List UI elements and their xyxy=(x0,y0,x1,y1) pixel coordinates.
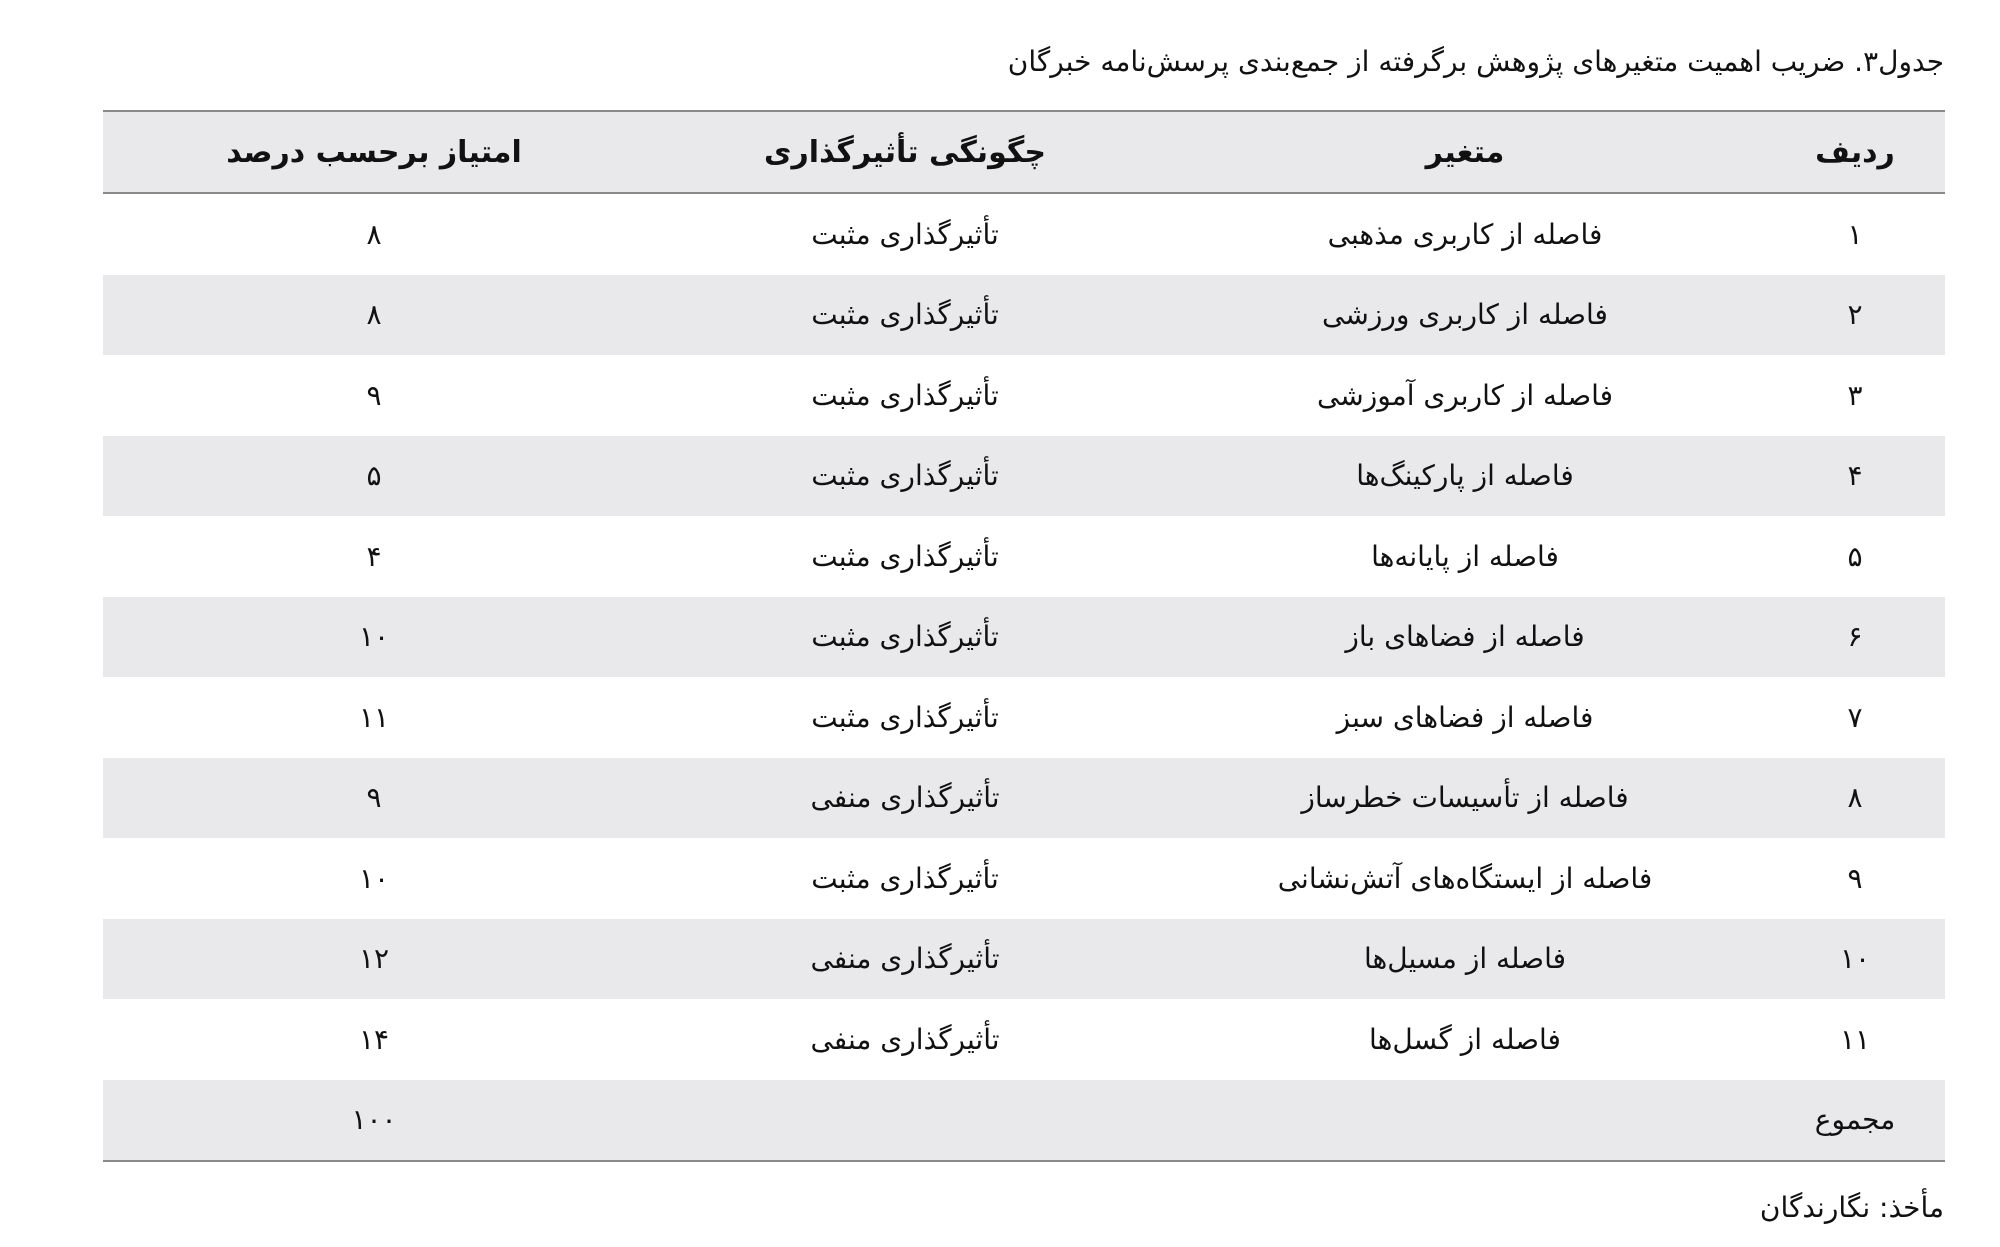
row-effect: تأثیرگذاری مثبت xyxy=(811,378,999,412)
source-note: مأخذ: نگارندگان xyxy=(1759,1191,1944,1224)
table-caption: جدول۳. ضریب اهمیت متغیرهای پژوهش برگرفته از جمع‌بندی پرسش‌نامه خبرگان xyxy=(1007,45,1944,78)
row-index: ۱ xyxy=(1847,217,1863,251)
row-variable: فاصله از فضاهای باز xyxy=(1345,620,1585,654)
table-row xyxy=(103,193,1945,275)
header-effect: چگونگی تأثیرگذاری xyxy=(764,134,1046,170)
total-label: مجموع xyxy=(1814,1103,1896,1137)
row-variable: فاصله از فضاهای سبز xyxy=(1336,700,1594,734)
row-score: ۵ xyxy=(366,459,382,493)
row-index: ۱۰ xyxy=(1839,942,1871,976)
row-index: ۸ xyxy=(1847,781,1863,815)
row-effect: تأثیرگذاری مثبت xyxy=(811,217,999,251)
row-index: ۹ xyxy=(1847,861,1863,895)
table-row xyxy=(103,758,1945,839)
row-variable: فاصله از مسیل‌ها xyxy=(1363,942,1566,976)
row-effect: تأثیرگذاری مثبت xyxy=(811,539,999,573)
row-index: ۷ xyxy=(1847,700,1863,734)
table-row xyxy=(103,436,1945,517)
total-empty-variable xyxy=(1165,1080,1765,1162)
row-score: ۴ xyxy=(366,539,382,573)
table-row xyxy=(103,516,1945,597)
table-row xyxy=(103,838,1945,919)
row-score: ۱۴ xyxy=(358,1022,390,1056)
table-row xyxy=(103,275,1945,356)
header-score: امتیاز برحسب درصد xyxy=(226,134,522,170)
importance-table xyxy=(103,110,1945,1162)
row-effect: تأثیرگذاری مثبت xyxy=(811,459,999,493)
table-row xyxy=(103,999,1945,1080)
row-score: ۱۱ xyxy=(358,700,390,734)
row-score: ۹ xyxy=(366,378,382,412)
table-container xyxy=(103,110,1945,1162)
row-effect: تأثیرگذاری منفی xyxy=(810,942,1000,976)
table-row xyxy=(103,677,1945,758)
row-effect: تأثیرگذاری مثبت xyxy=(811,861,999,895)
row-variable: فاصله از کاربری مذهبی xyxy=(1327,217,1603,251)
row-score: ۸ xyxy=(366,217,382,251)
row-score: ۱۰ xyxy=(358,620,390,654)
table-header-row xyxy=(103,111,1945,193)
row-effect: تأثیرگذاری منفی xyxy=(810,781,1000,815)
total-score: ۱۰۰ xyxy=(351,1103,397,1137)
header-variable: متغیر xyxy=(1425,134,1505,170)
row-index: ۶ xyxy=(1847,620,1863,654)
total-row xyxy=(103,1080,1945,1162)
row-score: ۸ xyxy=(366,298,382,332)
table-row xyxy=(103,355,1945,436)
row-variable: فاصله از کاربری ورزشی xyxy=(1322,298,1608,332)
row-effect: تأثیرگذاری منفی xyxy=(810,1022,1000,1056)
row-effect: تأثیرگذاری مثبت xyxy=(811,700,999,734)
row-variable: فاصله از ایستگاه‌های آتش‌نشانی xyxy=(1277,861,1653,895)
row-variable: فاصله از کاربری آموزشی xyxy=(1316,378,1614,412)
row-variable: فاصله از گسل‌ها xyxy=(1369,1022,1561,1056)
row-index: ۲ xyxy=(1847,298,1863,332)
row-index: ۵ xyxy=(1847,539,1863,573)
table-row xyxy=(103,919,1945,1000)
row-score: ۱۰ xyxy=(358,861,390,895)
row-effect: تأثیرگذاری مثبت xyxy=(811,620,999,654)
row-score: ۱۲ xyxy=(358,942,390,976)
header-index: ردیف xyxy=(1815,134,1895,170)
row-index: ۴ xyxy=(1847,459,1863,493)
row-score: ۹ xyxy=(366,781,382,815)
total-empty-effect xyxy=(645,1080,1165,1162)
row-variable: فاصله از پایانه‌ها xyxy=(1371,539,1559,573)
row-index: ۳ xyxy=(1847,378,1863,412)
row-variable: فاصله از تأسیسات خطرساز xyxy=(1301,781,1629,815)
row-index: ۱۱ xyxy=(1839,1022,1871,1056)
row-variable: فاصله از پارکینگ‌ها xyxy=(1356,459,1574,493)
row-effect: تأثیرگذاری مثبت xyxy=(811,298,999,332)
table-row xyxy=(103,597,1945,678)
